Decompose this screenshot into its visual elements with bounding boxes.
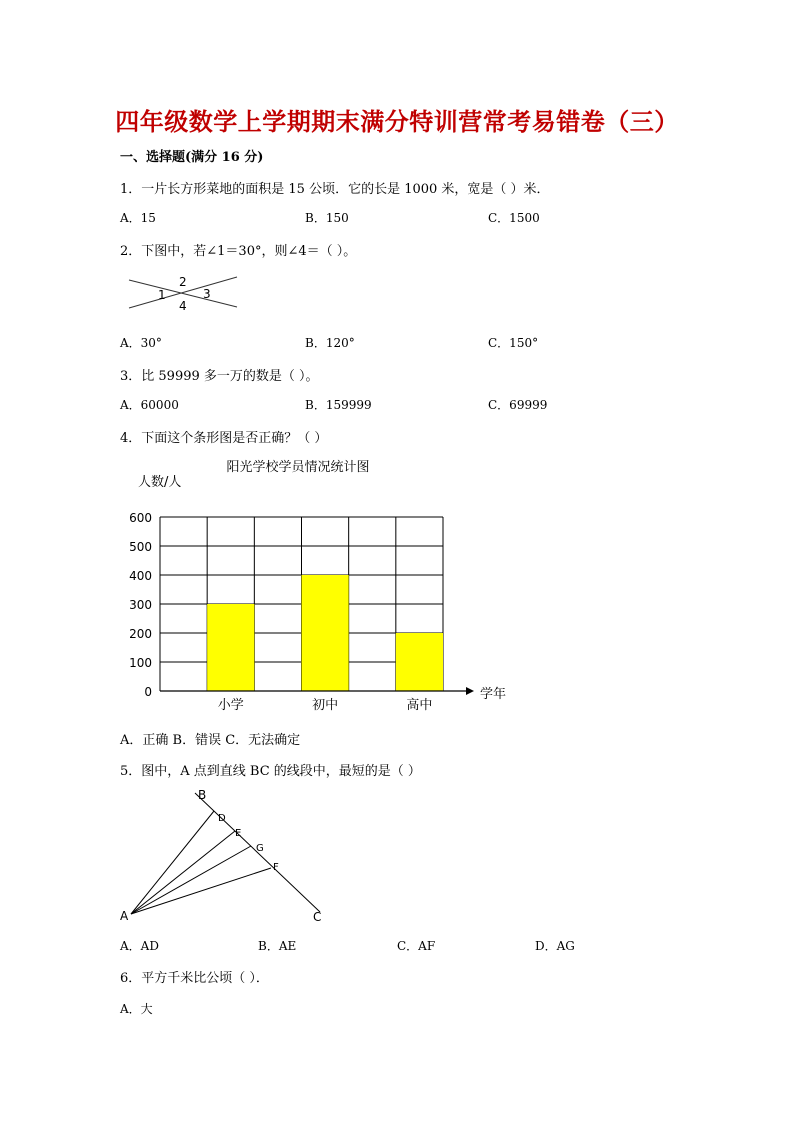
q3-option-c: C．69999	[488, 398, 548, 412]
label-A: A	[120, 909, 129, 923]
question-5-stem: 5．图中，A 点到直线 BC 的线段中，最短的是（ ）	[120, 764, 421, 779]
y-tick-label: 400	[129, 569, 152, 583]
angle-figure	[125, 270, 245, 320]
bar-1	[302, 575, 349, 691]
chart-x-label: 学年	[480, 687, 507, 702]
angle-label-2: 2	[179, 275, 187, 289]
question-4-stem: 4．下面这个条形图是否正确？（ ）	[120, 431, 328, 446]
q3-option-a: A．60000	[120, 398, 179, 412]
q2-option-a: A．30°	[120, 336, 162, 350]
angle-label-1: 1	[158, 288, 166, 302]
q5-option-c: C．AF	[397, 939, 436, 953]
q1-option-c: C．1500	[488, 211, 540, 225]
angle-label-4: 4	[179, 299, 187, 313]
question-3-stem: 3．比 59999 多一万的数是（ ）。	[120, 369, 319, 384]
y-tick-label: 500	[129, 540, 152, 554]
angle-label-3: 3	[203, 287, 211, 301]
question-2-stem: 2．下图中，若∠1＝30°，则∠4＝（ ）。	[120, 244, 357, 259]
page-title: 四年级数学上学期期末满分特训营常考易错卷（三）	[115, 107, 679, 136]
q5-option-d: D．AG	[535, 939, 575, 953]
label-E: E	[235, 828, 242, 839]
x-axis-arrow	[466, 687, 474, 695]
x-tick-label: 初中	[312, 698, 339, 713]
q5-option-a: A．AD	[120, 939, 159, 953]
bar-chart	[120, 455, 520, 715]
q6-option-a: A．大	[120, 1002, 153, 1016]
q5-option-b: B．AE	[258, 939, 297, 953]
y-tick-label: 100	[129, 656, 152, 670]
q2-option-c: C．150°	[488, 336, 539, 350]
label-D: D	[218, 813, 226, 824]
y-tick-label: 600	[129, 511, 152, 525]
bar-0	[207, 604, 254, 691]
y-tick-label: 300	[129, 598, 152, 612]
question-6-stem: 6．平方千米比公顷（ ）．	[120, 971, 269, 986]
chart-title: 阳光学校学员情况统计图	[226, 460, 370, 475]
label-C: C	[313, 910, 322, 924]
segments-figure	[115, 785, 335, 925]
y-tick-label: 200	[129, 627, 152, 641]
question-1-stem: 1．一片长方形菜地的面积是 15 公顷．它的长是 1000 米，宽是（ ）米．	[120, 182, 550, 197]
q2-option-b: B．120°	[305, 336, 355, 350]
y-tick-label: 0	[144, 685, 152, 699]
x-tick-label: 高中	[406, 698, 433, 713]
chart-y-label: 人数/人	[138, 475, 182, 490]
label-G: G	[256, 843, 264, 854]
q1-option-a: A．15	[120, 211, 156, 225]
q1-option-b: B．150	[305, 211, 349, 225]
bar-2	[396, 633, 443, 691]
q4-options: A．正确 B．错误 C．无法确定	[120, 733, 301, 748]
section-heading: 一、选择题(满分 16 分)	[120, 150, 264, 165]
q3-option-b: B．159999	[305, 398, 372, 412]
label-F: F	[273, 862, 279, 873]
label-B: B	[198, 788, 207, 802]
x-tick-label: 小学	[217, 698, 244, 713]
